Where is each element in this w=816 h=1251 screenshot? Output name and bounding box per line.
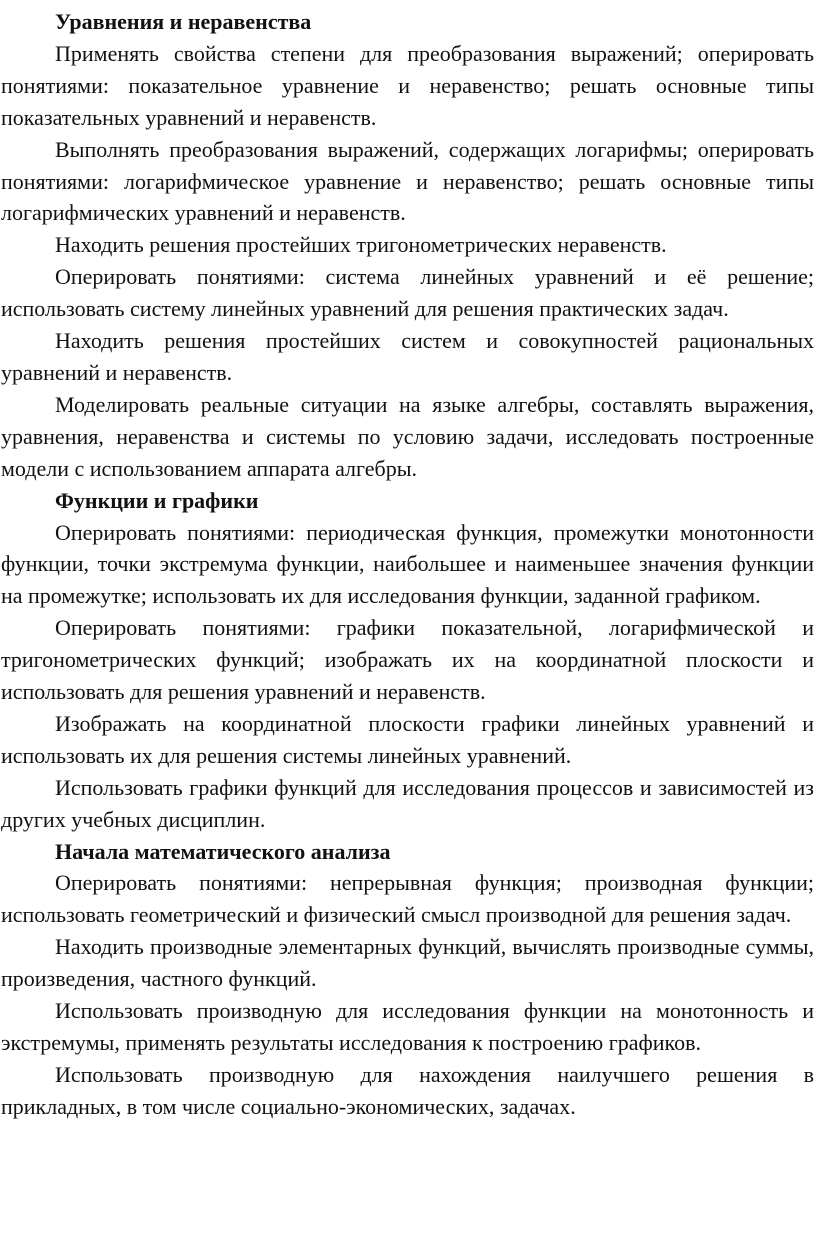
section-heading: Начала математического анализа xyxy=(55,838,391,864)
section-equations-inequalities xyxy=(1,6,814,485)
section-heading: Уравнения и неравенства xyxy=(55,9,312,34)
paragraph: Применять свойства степени для преобразования выражений; оперировать понятиями: показательное уравнение и неравенство; решать основные типы показательных уравнений и неравенств. xyxy=(1,40,814,130)
paragraph: Находить производные элементарных функций, вычислять производные суммы, произведения, частного функций. xyxy=(1,934,814,992)
paragraph: Оперировать понятиями: непрерывная функция; производная функции; использовать геометрический и физический смысл производной для решения задач. xyxy=(1,870,814,928)
paragraph: Находить решения простейших тригонометрических неравенств. xyxy=(55,232,667,258)
paragraph: Использовать производную для нахождения наилучшего решения в прикладных, в том числе социально-экономических, задачах. xyxy=(1,1061,814,1119)
paragraph: Изображать на координатной плоскости графики линейных уравнений и использовать их для решения системы линейных уравнений. xyxy=(1,710,814,768)
paragraph: Использовать графики функций для исследования процессов и зависимостей из других учебных дисциплин. xyxy=(1,774,814,832)
paragraph: Оперировать понятиями: система линейных уравнений и её решение; использовать систему линейных уравнений для решения практических задач. xyxy=(1,264,814,322)
paragraph: Оперировать понятиями: периодическая функция, промежутки монотонности функции, точки экстремума функции, наибольшее и наименьшее значения функции на промежутке; использовать их для исследования функции, заданной графиком. xyxy=(1,519,814,609)
section-calculus xyxy=(1,836,814,1123)
paragraph: Выполнять преобразования выражений, содержащих логарифмы; оперировать понятиями: логарифмическое уравнение и неравенство; решать основные типы логарифмических уравнений и неравенств. xyxy=(1,136,814,226)
paragraph: Оперировать понятиями: графики показательной, логарифмической и тригонометрических функций; изображать их на координатной плоскости и использовать для решения уравнений и неравенств. xyxy=(1,615,814,705)
section-heading: Функции и графики xyxy=(55,487,259,513)
paragraph: Находить решения простейших систем и совокупностей рациональных уравнений и неравенств. xyxy=(1,328,814,385)
section-functions-graphs xyxy=(1,485,814,836)
paragraph: Моделировать реальные ситуации на языке алгебры, составлять выражения, уравнения, неравенства и системы по условию задачи, исследовать построенные модели с использованием аппарата алгебры. xyxy=(1,391,814,481)
paragraph: Использовать производную для исследования функции на монотонность и экстремумы, применять результаты исследования к построению графиков. xyxy=(1,998,814,1055)
